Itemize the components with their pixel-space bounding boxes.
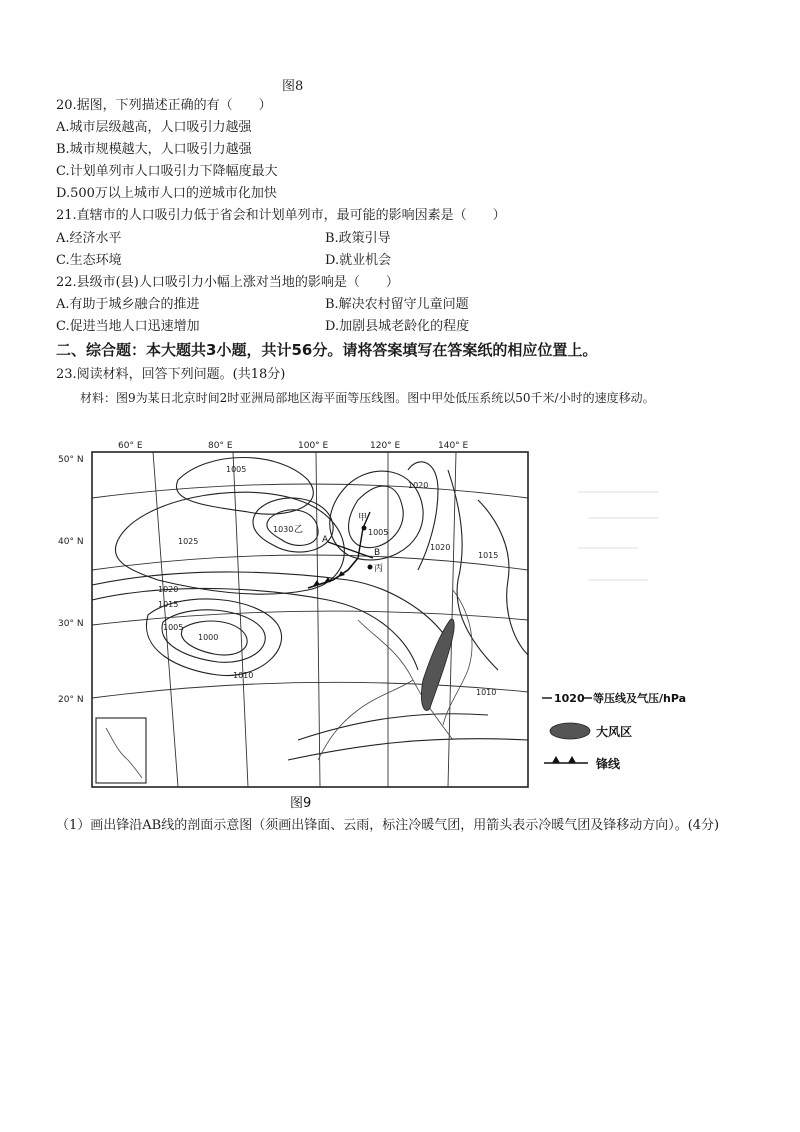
isobar-label: 1010 [233, 671, 254, 680]
latitude-label: 50° N [58, 455, 84, 465]
point-label-yi: 乙 [294, 525, 304, 535]
low-center-jia [362, 526, 367, 531]
question-20-option-d: D.500万以上城市人口的逆城市化加快 [56, 186, 277, 201]
point-label-b: B [374, 548, 381, 558]
map-legend [542, 691, 686, 771]
legend-wind-area: 大风区 [596, 725, 633, 739]
question-23-title: 23.阅读材料，回答下列问题。(共18分) [56, 367, 286, 382]
question-21-option-b: B.政策引导 [325, 231, 391, 246]
question-23-material: 材料：图9为某日北京时间2时亚洲局部地区海平面等压线图。图中甲处低压系统以50千米/小时的速度移动。 [80, 391, 655, 405]
question-20-option-a: A.城市层级越高，人口吸引力越强 [56, 120, 252, 135]
isobar-label: 1005 [368, 528, 389, 537]
figure8-caption: 图8 [282, 79, 304, 94]
isobar-label: 1010 [476, 688, 497, 697]
isobar-label: 1020 [430, 543, 451, 552]
section-heading: 二、综合题：本大题共3小题，共计56分。请将答案填写在答案纸的相应位置上。 [56, 341, 598, 359]
question-21-option-c: C.生态环境 [56, 253, 122, 268]
point-label-jia: 甲 [358, 513, 368, 523]
isobar-label: 1015 [478, 551, 499, 560]
question-22-option-d: D.加剧县城老龄化的程度 [325, 319, 470, 334]
isobar-label: 1000 [198, 633, 219, 642]
figure9-caption: 图9 [290, 796, 312, 811]
question-20-stem: 20.据图，下列描述正确的有（ ） [56, 98, 272, 113]
isobar-label: 1005 [226, 465, 247, 474]
isobar-map [58, 440, 758, 812]
longitude-label: 60° E [118, 441, 143, 451]
question-21-option-a: A.经济水平 [56, 231, 122, 246]
isobar-label: 1020 [158, 585, 179, 594]
longitude-label: 140° E [438, 441, 469, 451]
legend-isobar-value: 1020 [554, 692, 585, 705]
isobar-label: 1015 [158, 600, 179, 609]
latitude-label: 20° N [58, 695, 84, 705]
coastlines [318, 590, 472, 760]
latitude-label: 40° N [58, 537, 84, 547]
question-22-option-c: C.促进当地人口迅速增加 [56, 319, 200, 334]
longitude-label: 100° E [298, 441, 329, 451]
question-22-option-a: A.有助于城乡融合的推进 [56, 297, 200, 312]
longitude-label: 80° E [208, 441, 233, 451]
question-23-sub1: （1）画出锋沿AB线的剖面示意图（须画出锋面、云雨，标注冷暖气团，用箭头表示冷暖气团及锋移动方向）。(4分) [56, 818, 720, 833]
point-bing-marker [368, 565, 373, 570]
longitude-label: 120° E [370, 441, 401, 451]
isobar-label: 1020 [408, 481, 429, 490]
isobar-label: 1025 [178, 537, 199, 546]
question-20-option-c: C.计划单列市人口吸引力下降幅度最大 [56, 164, 278, 179]
isobar-label: 1030 [273, 525, 294, 534]
question-21-option-d: D.就业机会 [325, 253, 392, 268]
isobar-label: 1005 [163, 623, 184, 632]
question-20-option-b: B.城市规模越大，人口吸引力越强 [56, 142, 252, 157]
point-label-a: A [322, 535, 329, 545]
gale-area [421, 619, 454, 711]
question-22-stem: 22.县级市(县)人口吸引力小幅上涨对当地的影响是（ ） [56, 275, 399, 290]
point-label-bing: 丙 [374, 564, 384, 574]
legend-front: 锋线 [596, 757, 621, 771]
latitude-label: 30° N [58, 619, 84, 629]
legend-isobar-text: 等压线及气压/hPa [593, 692, 687, 705]
bleed-through-marks [578, 492, 658, 580]
question-21-stem: 21.直辖市的人口吸引力低于省会和计划单列市，最可能的影响因素是（ ） [56, 208, 506, 223]
question-22-option-b: B.解决农村留守儿童问题 [325, 297, 469, 312]
